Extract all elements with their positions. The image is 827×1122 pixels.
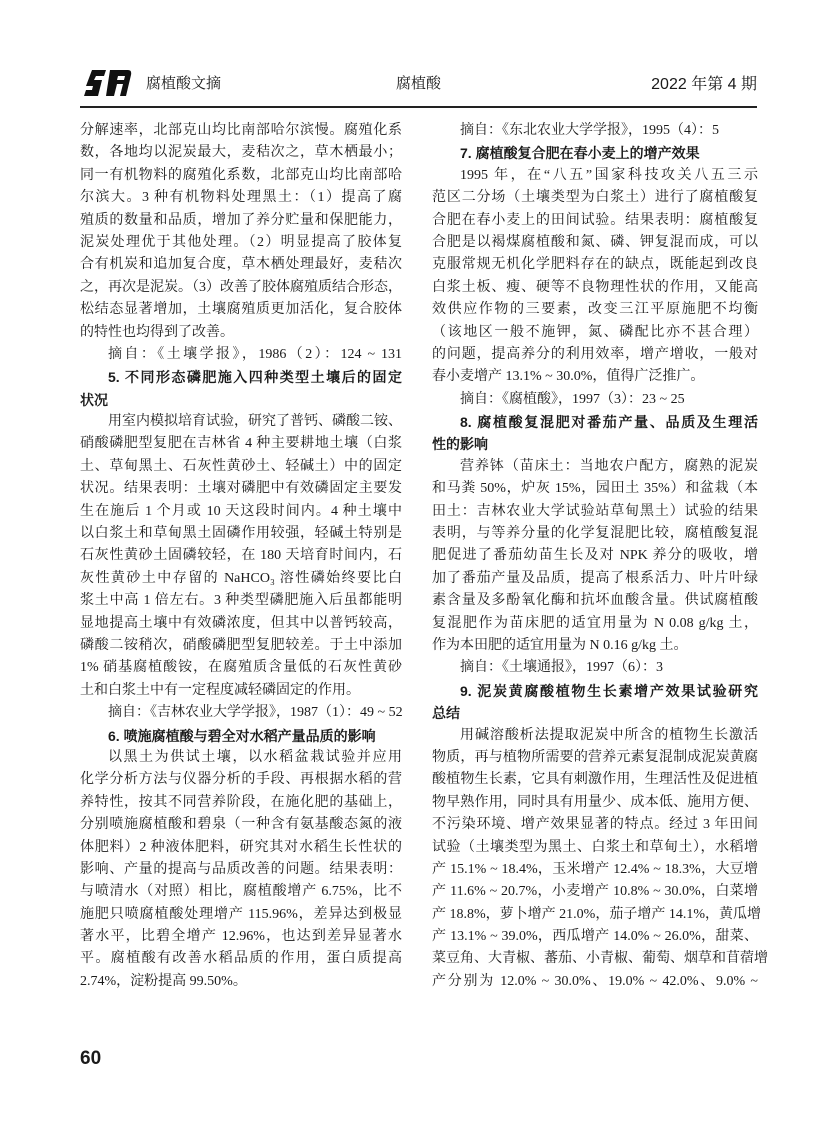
citation (432, 657, 758, 679)
text-line: 摘自：《土壤学报》，1986（2）：124 ~ 131 (108, 346, 402, 362)
page-number: 60 (80, 1048, 102, 1069)
paragraph (80, 747, 402, 993)
text-line: 用室内模拟培育试验，研究了普钙、磷酸二铵、 (108, 414, 402, 430)
text-line: 性的影响 (432, 436, 488, 453)
journal-name: 腐植酸 (395, 75, 441, 92)
paragraph (432, 456, 758, 658)
text-line: 酸植物生长素，它具有刺激作用，生理活性及促进植 (432, 772, 758, 788)
text-line: 肥促进了番茄幼苗生长及对 NPK 养分的吸收，增 (432, 548, 758, 564)
citation (80, 344, 402, 366)
citation (80, 702, 402, 724)
text-line: 物质，再与植物所需要的营养元素复混制成泥炭黄腐 (432, 749, 758, 765)
text-line: 泥炭处理优于其他处理。（2）明显提高了胶体复 (80, 234, 402, 250)
citation (432, 389, 758, 411)
text-line: 2.74%，淀粉提高 99.50%。 (80, 973, 247, 989)
paragraph (432, 725, 768, 994)
text-line: 以黑土为供试土壤，以水稻盆栽试验并应用 (108, 749, 402, 765)
text-line: 5. 不同形态磷肥施入四种类型土壤后的固定 (108, 369, 402, 386)
text-line: 摘自：《腐植酸》，1997（3）：23 ~ 25 (460, 391, 685, 407)
text-line: 合肥是以褐煤腐植酸和氮、磷、钾复混而成，可以 (432, 234, 758, 250)
text-line: 产分别为 12.0% ~ 30.0%、19.0% ~ 42.0%、9.0% ~ (432, 973, 758, 989)
text-line: 1% 硝基腐植酸铵，在腐殖质含量低的石灰性黄砂 (80, 660, 402, 676)
paragraph (432, 165, 758, 389)
text-line: 和马粪 50%，炉灰 15%，园田土 35%）和盆栽（本 (432, 481, 758, 497)
text-line: 6. 喷施腐植酸与碧全对水稻产量品质的影响 (108, 727, 376, 744)
text-line: 产 15.1% ~ 18.4%，玉米增产 12.4% ~ 18.3%，大豆增 (432, 861, 758, 877)
section-heading (432, 680, 758, 725)
section-heading (80, 366, 402, 411)
running-header (80, 62, 757, 106)
text-line: 磷酸二铵稍次，硝酸磷肥型复肥较差。于土中添加 (80, 637, 402, 653)
text-line: 之，再次是泥炭。（3）改善了胶体腐殖质结合形态， (80, 279, 402, 295)
text-line: 复混肥作为苗床肥的适宜用量为 N 0.08 g/kg 土， (432, 615, 758, 631)
text-line: 表明，与等养分量的化学复混肥比较，腐植酸复混 (432, 526, 758, 542)
text-line: 营养钵（苗床土：当地农户配方，腐熟的泥炭 (460, 458, 758, 474)
text-line: 物早熟作用，同时具有用量少、成本低、施用方便、 (432, 794, 758, 810)
text-line: 浆土中高 1 倍左右。3 种类型磷肥施入后虽都能明 (80, 593, 402, 609)
text-line: 加了番茄产量及品质，提高了根系活力、叶片叶绿 (432, 570, 758, 586)
text-line: 平。腐植酸有改善水稻品质的作用，蛋白质提高 (80, 951, 402, 967)
text-line: 状况 (80, 391, 108, 408)
text-line: 同一有机物料的腐殖化系数，北部克山均比南部哈 (80, 167, 402, 183)
text-line: 产 13.1% ~ 39.0%，西瓜增产 14.0% ~ 26.0%，甜菜、 (432, 929, 758, 945)
text-line: 范区二分场（土壤类型为白浆土）进行了腐植酸复 (432, 190, 758, 206)
text-line: 影响、产量的提高与品质改善的问题。结果表明： (80, 861, 402, 877)
text-line: 产 18.8%，萝卜增产 21.0%，茄子增产 14.1%，黄瓜增 (432, 906, 761, 922)
text-line: 著水平，比碧全增产 12.96%，也达到差异显著水 (80, 929, 402, 945)
text-line: 7. 腐植酸复合肥在春小麦上的增产效果 (460, 145, 700, 162)
text-line: 施肥只喷腐植酸处理增产 115.96%，差异达到极显 (80, 906, 402, 922)
text-line: 克服常规无机化学肥料存在的缺点，既能起到改良 (432, 257, 758, 273)
text-line: 状况。结果表明：土壤对磷肥中有效磷固定主要发 (80, 481, 402, 497)
text-line: 素含量及多酚氧化酶和抗坏血酸含量。供试腐植酸 (432, 593, 758, 609)
text-line: 田土：吉林农业大学试验站草甸黑土）试验的结果 (432, 503, 758, 519)
text-line: 显地提高土壤中有效磷浓度，但其中以普钙较高， (80, 615, 402, 631)
paragraph (80, 120, 402, 344)
text-line: 摘自：《土壤通报》，1997（6）：3 (460, 660, 663, 676)
left-column (80, 120, 402, 993)
text-line: 用碱溶酸析法提取泥炭中所含的植物生长激活 (460, 727, 758, 743)
text-line: 摘自：《东北农业大学学报》，1995（4）：5 (460, 123, 719, 138)
text-line: 摘自：《吉林农业大学学报》，1987（1）：49 ~ 52 (108, 705, 403, 721)
text-line: 土和白浆土中有一定程度减轻磷固定的作用。 (80, 682, 360, 698)
text-line: 菜豆角、大青椒、蕃茄、小青椒、葡萄、烟草和苜蓿增 (432, 951, 768, 967)
text-line: 与喷清水（对照）相比，腐植酸增产 6.75%，比不 (80, 884, 402, 900)
paragraph (80, 411, 402, 702)
text-line: 的特性也均得到了改善。 (80, 324, 234, 340)
section-heading (432, 142, 758, 164)
text-line: 石灰性黄砂土固磷较轻，在 180 天培育时间内，石 (80, 548, 402, 564)
text-line: 效供应作物的三要素，改变三江平原施肥不均衡 (432, 302, 758, 318)
text-line: 灰性黄砂土中存留的 NaHCO₃ 溶性磷始终要比白 (80, 570, 402, 586)
text-line: 养特性，按其不同营养阶段，在施化肥的基础上， (80, 794, 402, 810)
column-name: 腐植酸文摘 (146, 75, 222, 92)
text-line: 春小麦增产 13.1% ~ 30.0%，值得广泛推广。 (432, 369, 705, 385)
text-line: 作为本田肥的适宜用量为 N 0.16 g/kg 土。 (432, 637, 688, 653)
text-line: 尔滨大。3 种有机物料处理黑土：（1）提高了腐 (80, 190, 402, 206)
text-line: 分解速率，北部克山均比南部哈尔滨慢。腐殖化系 (80, 123, 402, 138)
issue-label: 2022 年第 4 期 (651, 76, 757, 93)
text-line: 8. 腐植酸复混肥对番茄产量、品质及生理活 (460, 414, 758, 431)
text-line: 总结 (432, 705, 460, 722)
text-line: 试验（土壤类型为黑土、白浆土和草甸土），水稻增 (432, 839, 758, 855)
text-line: 殖质的数量和品质，增加了养分贮量和保肥能力， (80, 212, 402, 228)
section-heading (432, 411, 758, 456)
right-column (432, 120, 768, 993)
text-line: 生在施后 1 个月或 10 天这段时间内。4 种土壤中 (80, 503, 402, 519)
header-rule (80, 106, 757, 108)
section-heading (80, 725, 402, 747)
text-line: 白浆土板、瘦、硬等不良物理性状的作用，又能高 (432, 279, 758, 295)
text-line: 土、草甸黑土、石灰性黄砂土、轻碱土）中的固定 (80, 458, 402, 474)
text-line: 9. 泥炭黄腐酸植物生长素增产效果试验研究 (460, 682, 758, 699)
text-line: 化学分析方法与仪器分析的手段、再根据水稻的营 (80, 772, 402, 788)
text-line: 合肥在春小麦上的田间试验。结果表明：腐植酸复 (432, 212, 758, 228)
text-line: 的问题，提高养分的利用效率，增产增收，一般对 (432, 346, 758, 362)
text-line: 数，各地均以泥炭最大，麦秸次之，草木栖最小； (80, 145, 402, 161)
text-line: 分别喷施腐植酸和碧泉（一种含有氨基酸态氮的液 (80, 817, 402, 833)
text-line: 合有机炭和追加复合度，草木栖处理最好，麦秸次 (80, 257, 402, 273)
text-line: 硝酸磷肥型复肥在吉林省 4 种主要耕地土壤（白浆 (80, 436, 402, 452)
text-line: 不污染环境、增产效果显著的特点。经过 3 年田间 (432, 817, 758, 833)
citation (432, 120, 758, 142)
text-line: 体肥料）2 种液体肥料，研究其对水稻生长性状的 (80, 839, 402, 855)
text-line: 以白浆土和草甸黑土固磷作用较强，轻碱土特别是 (80, 526, 402, 542)
text-line: 产 11.6% ~ 20.7%，小麦增产 10.8% ~ 30.0%，白菜增 (432, 884, 758, 900)
text-line: 1995 年，在“八五”国家科技攻关八五三示 (460, 167, 758, 183)
text-line: 松结态显著增加，土壤腐殖质更加活化，复合胶体 (80, 302, 402, 318)
text-line: （该地区一般不施钾，氮、磷配比亦不甚合理） (432, 324, 758, 340)
